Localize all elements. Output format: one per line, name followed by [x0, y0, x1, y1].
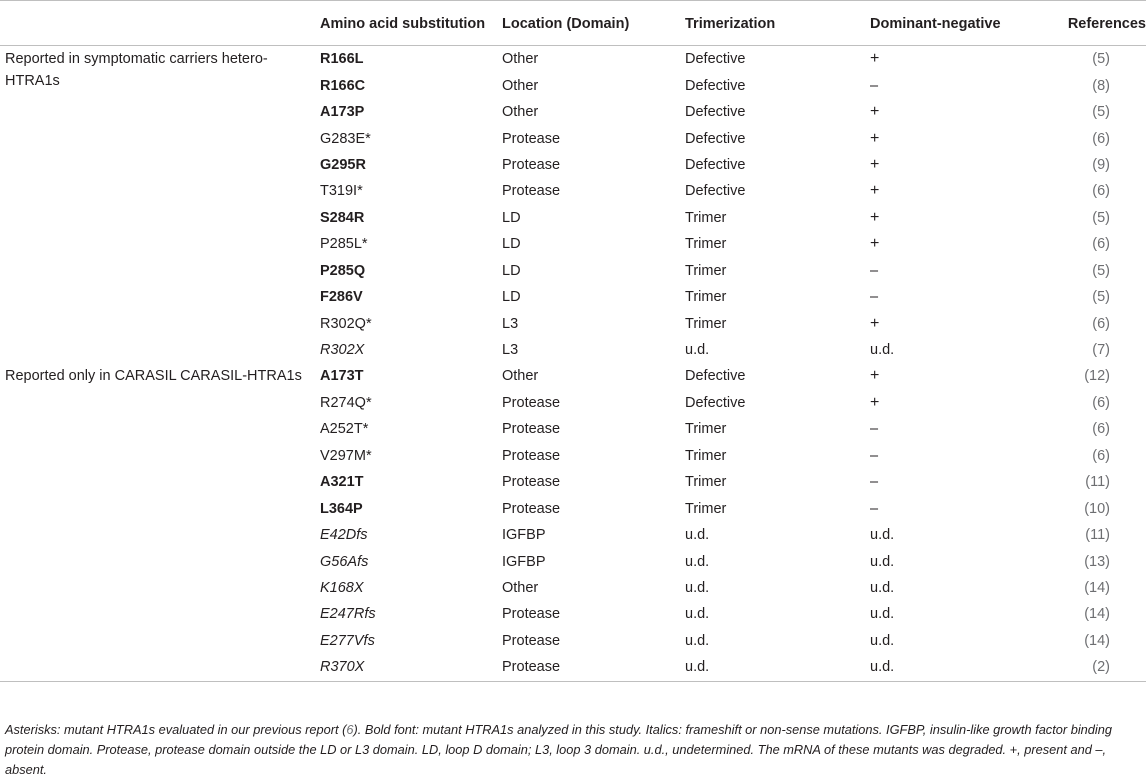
reference-cell[interactable]: (12): [1084, 368, 1110, 385]
reference-cell[interactable]: (10): [1084, 500, 1110, 517]
location-cell: Protease: [502, 606, 561, 623]
reference-cell[interactable]: (5): [1092, 51, 1110, 68]
dominant-negative-cell: u.d.: [870, 553, 895, 570]
trimerization-cell: u.d.: [685, 632, 710, 649]
group-label: Reported in symptomatic carriers hetero-HTRA1s: [5, 51, 268, 89]
reference-cell[interactable]: (14): [1084, 579, 1110, 596]
trimerization-cell: u.d.: [685, 659, 710, 676]
reference-cell[interactable]: (14): [1084, 606, 1110, 623]
dominant-negative-cell: u.d.: [870, 659, 895, 676]
footnote-text-1: Asterisks: mutant HTRA1s evaluated in our previous report (: [5, 722, 347, 737]
substitution-cell: K168X: [320, 579, 364, 596]
dominant-negative-cell: u.d.: [870, 527, 895, 544]
header-substitution: Amino acid substitution: [320, 16, 486, 32]
substitution-cell: R274Q*: [320, 394, 372, 411]
location-cell: LD: [502, 209, 521, 226]
location-cell: L3: [502, 315, 519, 332]
location-cell: Protease: [502, 156, 561, 173]
dominant-negative-cell: +: [870, 235, 880, 253]
reference-cell[interactable]: (6): [1092, 315, 1110, 332]
location-cell: LD: [502, 236, 521, 253]
trimerization-cell: u.d.: [685, 606, 710, 623]
trimerization-cell: Defective: [685, 183, 746, 200]
location-cell: Protease: [502, 500, 561, 517]
location-cell: Protease: [502, 130, 561, 147]
reference-cell[interactable]: (2): [1092, 659, 1110, 676]
header-dominant-negative: Dominant-negative: [870, 16, 1001, 32]
substitution-cell: T319I*: [320, 183, 363, 200]
location-cell: IGFBP: [502, 553, 546, 570]
reference-cell[interactable]: (13): [1084, 553, 1110, 570]
trimerization-cell: Defective: [685, 156, 746, 173]
trimerization-cell: Defective: [685, 51, 746, 68]
substitution-cell: V297M*: [320, 447, 372, 464]
reference-cell[interactable]: (14): [1084, 632, 1110, 649]
reference-cell[interactable]: (11): [1085, 474, 1110, 491]
reference-cell[interactable]: (5): [1092, 262, 1110, 279]
dominant-negative-cell: u.d.: [870, 342, 895, 359]
reference-cell[interactable]: (6): [1092, 183, 1110, 200]
substitution-cell: F286V: [320, 289, 363, 306]
trimerization-cell: u.d.: [685, 527, 710, 544]
footnote-text-2: ). Bold font: mutant HTRA1s analyzed in this study. Italics: frameshift or non-sense mutations. IGFBP, insulin-like growth factor binding protein domain. Protease, protease domain outside the LD or L3 domain. LD, loop D domain; L3, loop 3 domain. u.d., undetermined. The mRNA of these mutants was degraded. +, present and –, absent.: [5, 722, 1112, 777]
table-footnote: [5, 720, 1143, 780]
trimerization-cell: Defective: [685, 130, 746, 147]
trimerization-cell: Trimer: [685, 421, 727, 438]
substitution-cell: A252T*: [320, 421, 369, 438]
trimerization-cell: Trimer: [685, 447, 727, 464]
location-cell: Other: [502, 368, 539, 385]
location-cell: Other: [502, 104, 539, 121]
dominant-negative-cell: +: [870, 314, 880, 332]
substitution-cell: G295R: [320, 156, 366, 173]
reference-cell[interactable]: (6): [1092, 130, 1110, 147]
dominant-negative-cell: –: [870, 421, 879, 438]
header-trimerization: Trimerization: [685, 16, 776, 32]
substitution-cell: L364P: [320, 500, 363, 517]
substitution-cell: R166L: [320, 51, 364, 68]
header-location: Location (Domain): [502, 16, 630, 32]
header-group: [0, 1, 320, 46]
location-cell: LD: [502, 289, 521, 306]
reference-cell[interactable]: (5): [1092, 209, 1110, 226]
location-cell: LD: [502, 262, 521, 279]
trimerization-cell: Trimer: [685, 500, 727, 517]
dominant-negative-cell: +: [870, 182, 880, 200]
reference-cell[interactable]: (6): [1092, 394, 1110, 411]
substitution-cell: E247Rfs: [320, 606, 376, 623]
location-cell: IGFBP: [502, 527, 546, 544]
trimerization-cell: Defective: [685, 368, 746, 385]
trimerization-cell: Defective: [685, 104, 746, 121]
substitution-cell: E42Dfs: [320, 527, 368, 544]
dominant-negative-cell: –: [870, 447, 879, 464]
trimerization-cell: Defective: [685, 394, 746, 411]
substitution-cell: A173T: [320, 368, 364, 385]
dominant-negative-cell: +: [870, 103, 880, 121]
reference-cell[interactable]: (6): [1092, 421, 1110, 438]
substitution-cell: R302X: [320, 342, 365, 359]
trimerization-cell: u.d.: [685, 342, 710, 359]
reference-cell[interactable]: (7): [1092, 342, 1110, 359]
trimerization-cell: Trimer: [685, 289, 727, 306]
dominant-negative-cell: +: [870, 129, 880, 147]
location-cell: Protease: [502, 474, 561, 491]
reference-cell[interactable]: (6): [1092, 447, 1110, 464]
substitution-cell: P285L*: [320, 236, 368, 253]
trimerization-cell: u.d.: [685, 579, 710, 596]
table-header-row: [0, 1, 1146, 46]
substitution-cell: A173P: [320, 104, 365, 121]
substitution-cell: S284R: [320, 209, 365, 226]
reference-cell[interactable]: (8): [1092, 77, 1110, 94]
substitution-cell: A321T: [320, 474, 364, 491]
dominant-negative-cell: +: [870, 208, 880, 226]
substitution-cell: G56Afs: [320, 553, 369, 570]
trimerization-cell: Trimer: [685, 209, 727, 226]
dominant-negative-cell: +: [870, 155, 880, 173]
dominant-negative-cell: +: [870, 367, 880, 385]
substitution-cell: R370X: [320, 659, 365, 676]
dominant-negative-cell: u.d.: [870, 606, 895, 623]
location-cell: L3: [502, 342, 519, 359]
dominant-negative-cell: +: [870, 393, 880, 411]
dominant-negative-cell: u.d.: [870, 632, 895, 649]
trimerization-cell: Trimer: [685, 236, 727, 253]
reference-cell[interactable]: (6): [1092, 236, 1110, 253]
substitution-cell: E277Vfs: [320, 632, 375, 649]
reference-cell[interactable]: (9): [1092, 156, 1110, 173]
location-cell: Protease: [502, 632, 561, 649]
location-cell: Protease: [502, 659, 561, 676]
location-cell: Protease: [502, 183, 561, 200]
table-row: [0, 46, 1146, 73]
substitution-cell: R302Q*: [320, 315, 372, 332]
trimerization-cell: u.d.: [685, 553, 710, 570]
substitution-cell: P285Q: [320, 262, 366, 279]
trimerization-cell: Trimer: [685, 315, 727, 332]
location-cell: Other: [502, 579, 539, 596]
header-references: References: [1067, 16, 1146, 32]
footnote-reference-link[interactable]: 6: [346, 722, 354, 737]
dominant-negative-cell: –: [870, 262, 879, 279]
trimerization-cell: Defective: [685, 77, 746, 94]
dominant-negative-cell: +: [870, 50, 880, 68]
substitution-cell: R166C: [320, 77, 366, 94]
reference-cell[interactable]: (5): [1092, 104, 1110, 121]
location-cell: Protease: [502, 421, 561, 438]
dominant-negative-cell: –: [870, 474, 879, 491]
substitution-cell: G283E*: [320, 130, 371, 147]
dominant-negative-cell: –: [870, 289, 879, 306]
dominant-negative-cell: u.d.: [870, 579, 895, 596]
table-row: [0, 363, 1146, 389]
location-cell: Protease: [502, 447, 561, 464]
trimerization-cell: Trimer: [685, 474, 727, 491]
location-cell: Other: [502, 77, 539, 94]
table-body: [0, 46, 1146, 682]
reference-cell[interactable]: (11): [1085, 527, 1110, 544]
location-cell: Other: [502, 51, 539, 68]
reference-cell[interactable]: (5): [1092, 289, 1110, 306]
trimerization-cell: Trimer: [685, 262, 727, 279]
location-cell: Protease: [502, 394, 561, 411]
dominant-negative-cell: –: [870, 77, 879, 94]
group-label: Reported only in CARASIL CARASIL-HTRA1s: [5, 368, 302, 385]
dominant-negative-cell: –: [870, 500, 879, 517]
